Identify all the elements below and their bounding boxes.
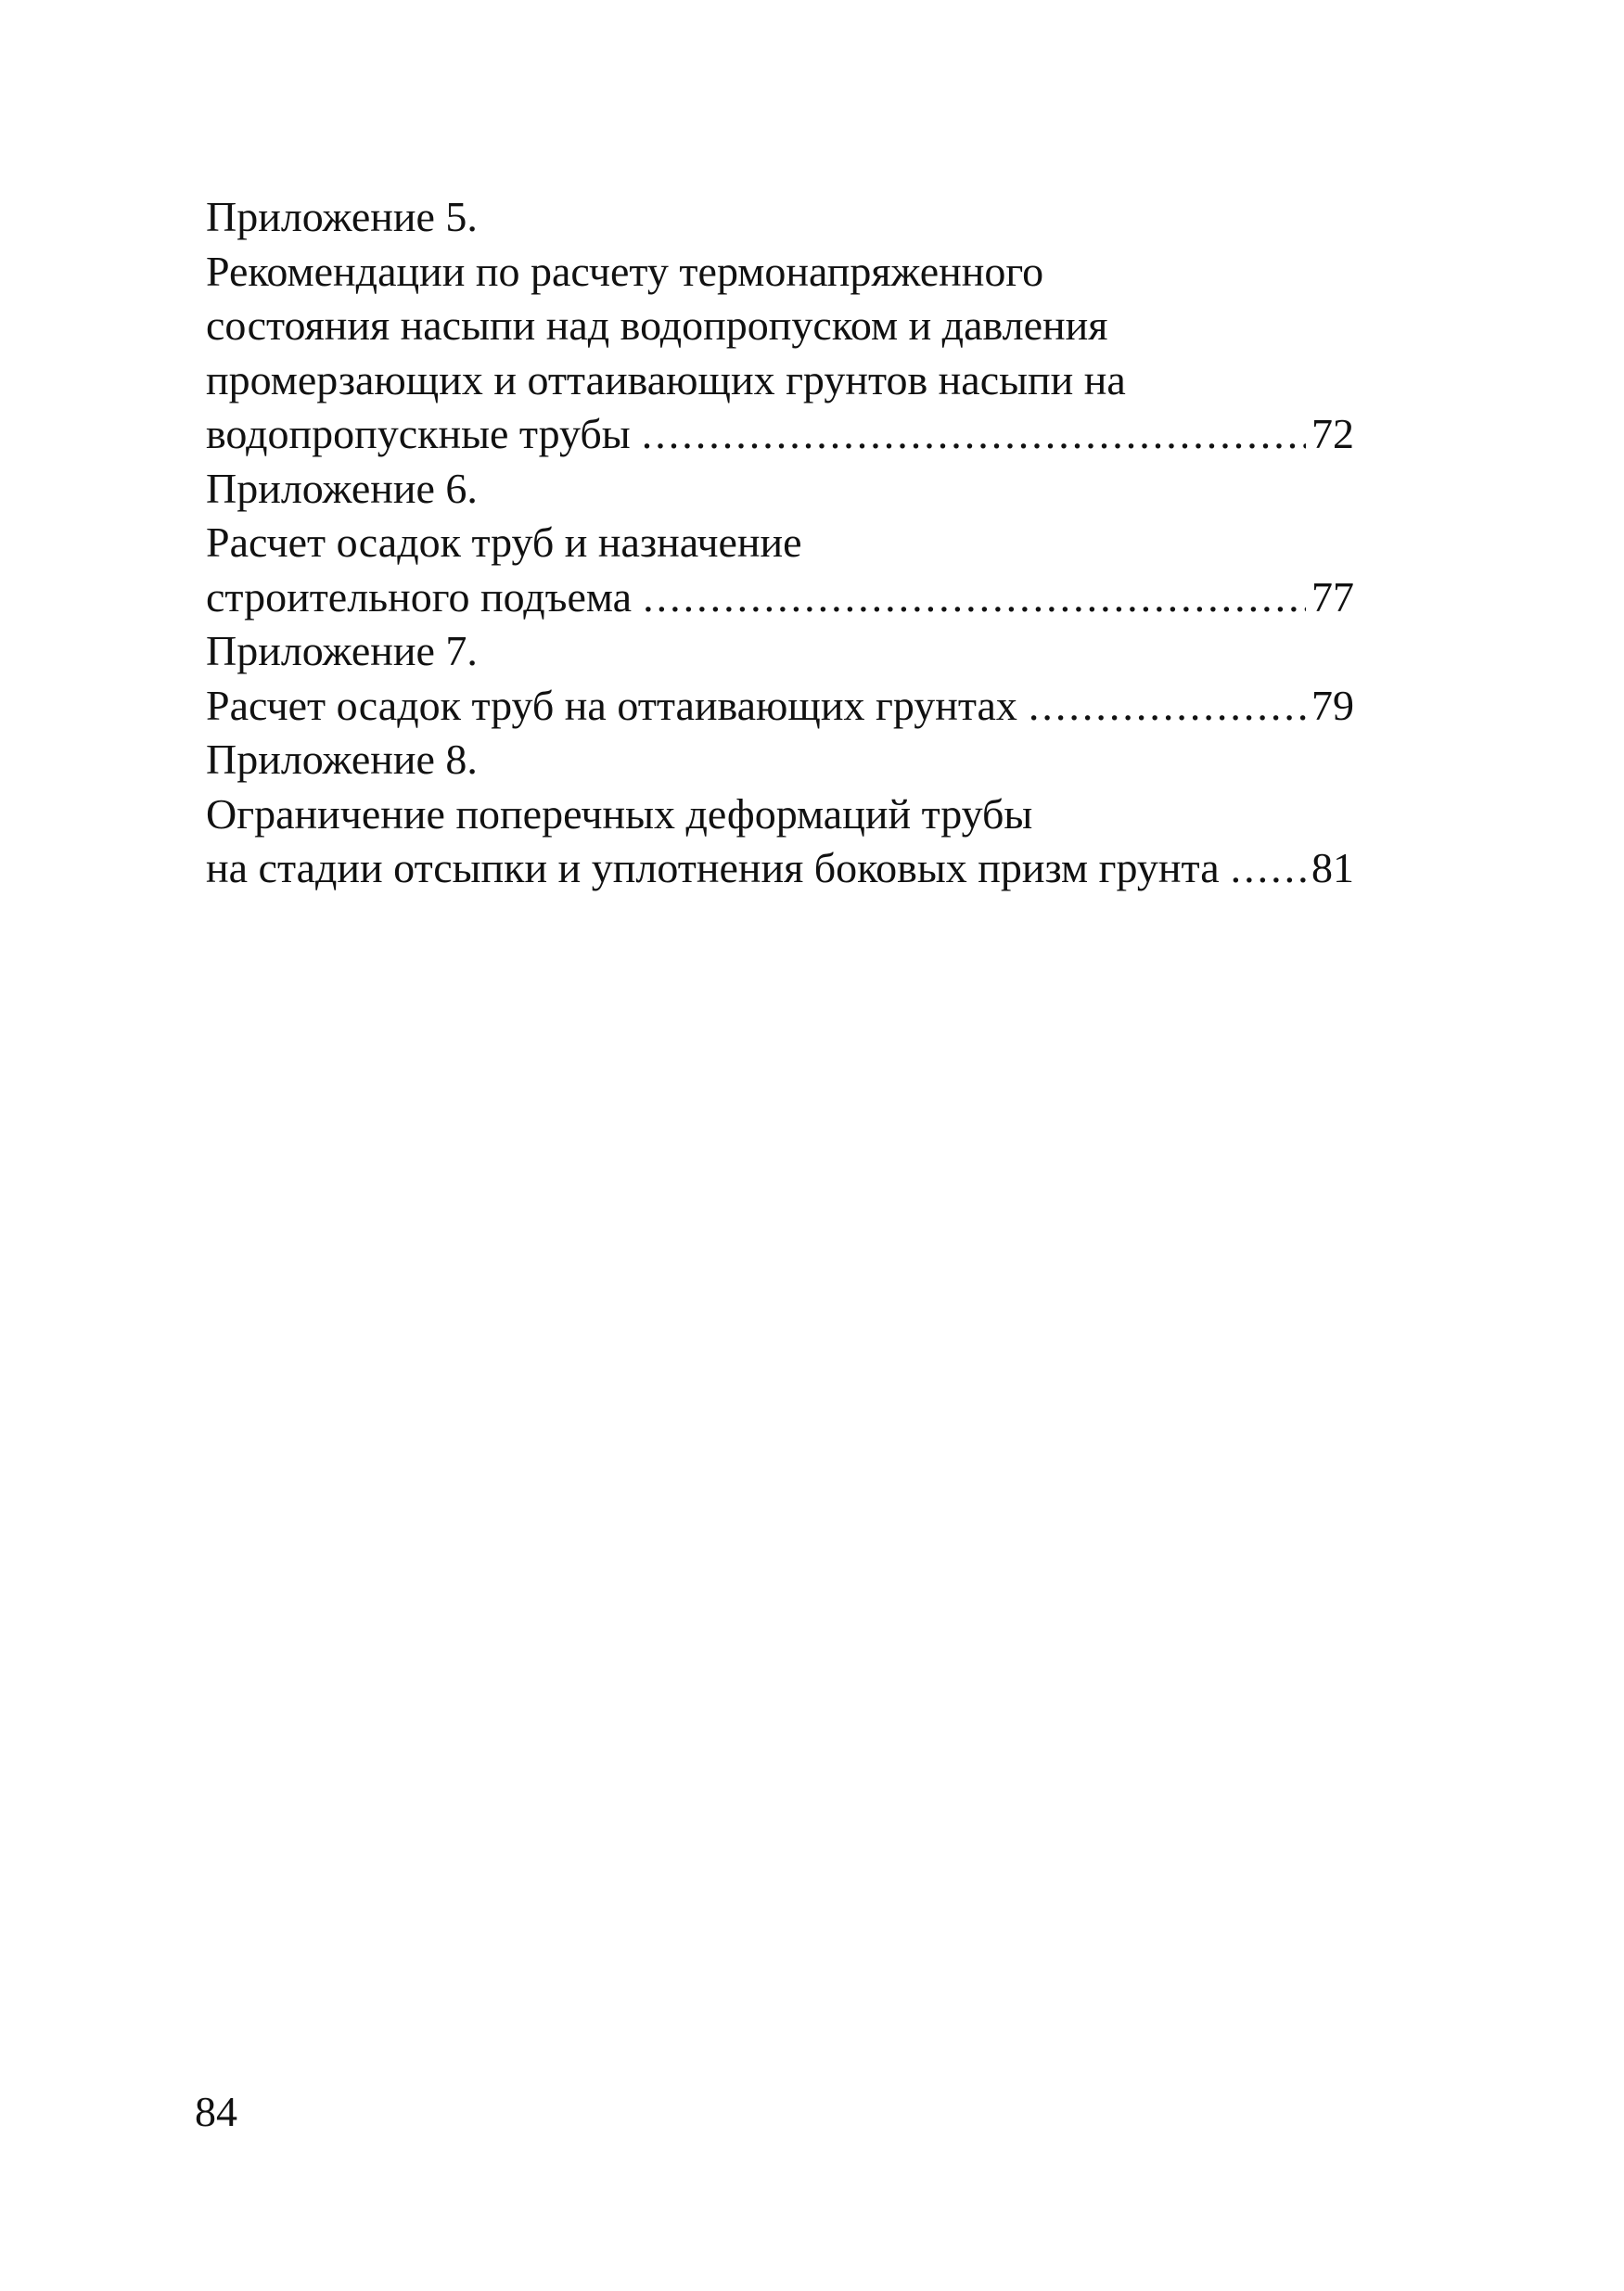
toc-entry-line: [206, 245, 1354, 300]
toc-entry-text: промерзающих и оттаивающих грунтов насыпи на: [206, 355, 1126, 403]
toc-page-number: 79: [1311, 681, 1354, 729]
toc-heading-text: Приложение 5.: [206, 193, 478, 240]
toc-entry-final-line: [206, 407, 1354, 462]
toc-heading-text: Приложение 6.: [206, 464, 478, 512]
toc-heading-text: Приложение 7.: [206, 627, 478, 674]
toc-page-number: 77: [1311, 572, 1354, 621]
toc-entry-final-line: [206, 679, 1354, 734]
toc-entry-final-line: [206, 841, 1354, 896]
toc-entry-text: Расчет осадок труб на оттаивающих грунтах: [206, 681, 1017, 729]
toc-entry-text: Рекомендации по расчету термонапряженного: [206, 247, 1044, 295]
toc-entry-line: [206, 353, 1354, 408]
toc-entry-line: [206, 299, 1354, 353]
toc-entry-final-line: [206, 570, 1354, 625]
dot-leader: [643, 570, 1306, 625]
toc-entry-text: Расчет осадок труб и назначение: [206, 518, 802, 566]
toc-heading-appendix-5: [206, 190, 1354, 245]
toc-heading-appendix-8: [206, 733, 1354, 787]
toc-entry-text: на стадии отсыпки и уплотнения боковых призм грунта: [206, 844, 1220, 891]
table-of-contents: [206, 190, 1354, 896]
dot-leader: [642, 407, 1306, 462]
toc-entry-text: состояния насыпи над водопропуском и давления: [206, 301, 1108, 349]
toc-heading-text: Приложение 8.: [206, 736, 478, 783]
toc-entry-text: строительного подъема: [206, 572, 633, 621]
dot-leader: [1231, 841, 1306, 896]
page-number: 84: [195, 2088, 237, 2135]
toc-entry-line: [206, 516, 1354, 570]
toc-page-number: 72: [1311, 410, 1354, 457]
toc-heading-appendix-7: [206, 624, 1354, 679]
toc-entry-line: [206, 787, 1354, 842]
toc-heading-appendix-6: [206, 462, 1354, 517]
toc-entry-text: Ограничение поперечных деформаций трубы: [206, 789, 1033, 838]
toc-page-number: 81: [1311, 844, 1354, 891]
dot-leader: [1029, 679, 1306, 734]
toc-entry-text: водопропускные трубы: [206, 410, 631, 457]
